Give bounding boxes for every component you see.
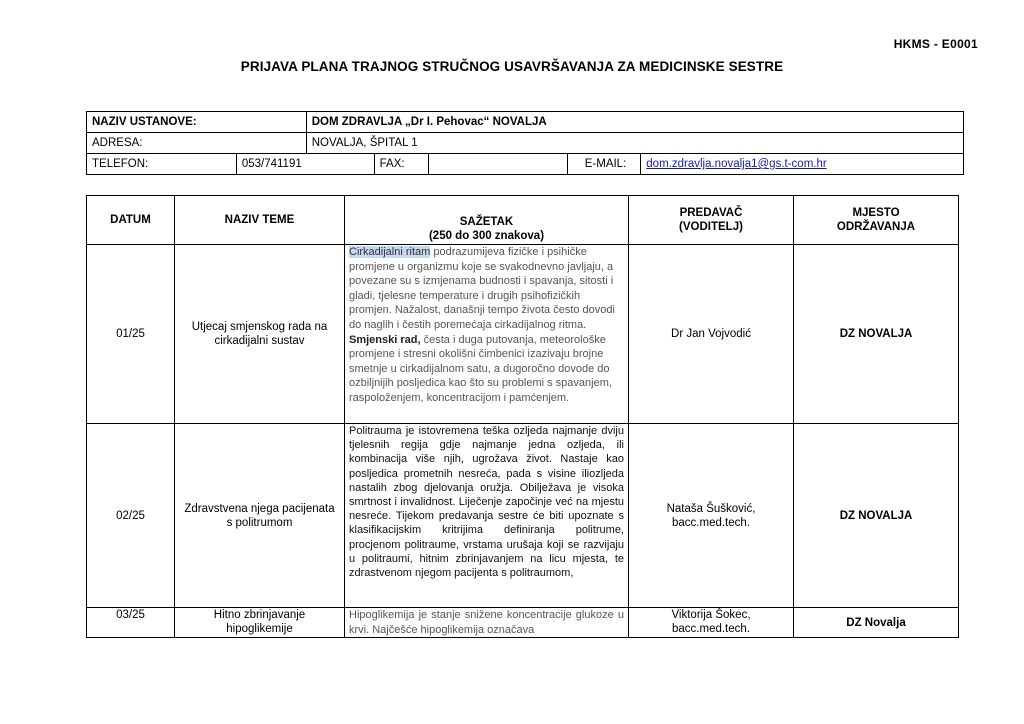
document-title: PRIJAVA PLANA TRAJNOG STRUČNOG USAVRŠAVANJA ZA MEDICINSKE SESTRE — [240, 59, 784, 74]
header-summary — [345, 196, 629, 245]
phone-label: TELEFON: — [87, 154, 237, 175]
fax-label: FAX: — [374, 154, 428, 175]
row-date: 01/25 — [87, 245, 175, 424]
row-location: DZ NOVALJA — [794, 245, 959, 424]
header-date: DATUM — [87, 196, 175, 245]
row-topic: Zdravstvena njega pacijenata s politrumom — [175, 424, 345, 608]
plan-table — [86, 195, 959, 638]
summary-text-b: česta i duga putovanja, meteorološke promjene i stresni okolišni čimbenici izazivaju brojne smetnje u cirkadijalnom satu, a dugoročno dovode do ozbiljnijih posljedica kao što su problemi s spavanjem, raspoloženjem, koncentracijom i pamćenjem. — [349, 333, 612, 404]
institution-name-row — [87, 112, 964, 133]
row-lecturer: Nataša Šušković, bacc.med.tech. — [629, 424, 794, 608]
row-topic: Utjecaj smjenskog rada na cirkadijalni sustav — [175, 245, 345, 424]
email-value[interactable] — [641, 154, 964, 175]
header-summary-sub: (250 do 300 znakova) — [428, 230, 545, 242]
header-lecturer — [629, 196, 794, 245]
fax-value — [428, 154, 568, 175]
summary-highlight: Cirkadijalni ritam — [349, 246, 431, 258]
row-summary[interactable]: Politrauma je istovremena teška ozljeda najmanje dviju tjelesnih regija gdje najmanje jedna ozljeda, ili kombinacija više njih, ugrožava život. Nastaje kao posljedica prometnih nesreća, pada s visine iliozljeda nastalih zbog djelovanja oružja. Obilježava je visoka smrtnost i invalidnost. Liječenje započinje već na mjestu nesreće. Tijekom predavanja sestre će biti upoznate s klasifikacijskim kritrijima definiranja politrume, procjenom politraume, vrstama urušaja koji se razvijaju u politraumi, hitnim zbrinjavanjem na licu mjesta, te zdrastvenom njegom pacijenta s politraumom, — [345, 424, 629, 608]
email-link[interactable]: dom.zdravlja.novalja1@gs.t-com.hr — [646, 158, 827, 170]
contact-row — [87, 154, 964, 175]
header-location-sub: ODRŽAVANJA — [836, 221, 916, 233]
table-row — [87, 424, 959, 608]
address-row — [87, 133, 964, 154]
document-code: HKMS - E0001 — [893, 37, 978, 51]
row-location: DZ NOVALJA — [794, 424, 959, 608]
row-summary[interactable] — [345, 245, 629, 424]
row-topic: Hitno zbrinjavanje hipoglikemije — [175, 608, 345, 638]
header-topic: NAZIV TEME — [175, 196, 345, 245]
institution-name-value: DOM ZDRAVLJA „Dr I. Pehovac“ NOVALJA — [306, 112, 963, 133]
institution-name-label: NAZIV USTANOVE: — [87, 112, 307, 133]
header-location — [794, 196, 959, 245]
row-date: 02/25 — [87, 424, 175, 608]
header-summary-title: SAŽETAK — [459, 216, 514, 228]
row-lecturer: Dr Jan Vojvodić — [629, 245, 794, 424]
row-lecturer: Viktorija Šokec, bacc.med.tech. — [629, 608, 794, 638]
institution-info-table — [86, 111, 964, 175]
row-summary[interactable]: Hipoglikemija je stanje snižene koncentracije glukoze u krvi. Najčešće hipoglikemija označava — [345, 608, 629, 638]
address-value: NOVALJA, ŠPITAL 1 — [306, 133, 963, 154]
header-lecturer-title: PREDAVAČ — [679, 207, 743, 219]
summary-bold: Smjenski rad, — [349, 333, 421, 346]
phone-value: 053/741191 — [236, 154, 374, 175]
plan-header-row — [87, 196, 959, 245]
address-label: ADRESA: — [87, 133, 307, 154]
table-row — [87, 608, 959, 638]
header-lecturer-sub: (VODITELJ) — [679, 221, 743, 233]
row-date: 03/25 — [87, 608, 175, 638]
email-label: E-MAIL: — [568, 154, 641, 175]
summary-text-a: podrazumijeva fizičke i psihičke promjene u organizmu koje se svakodnevno javljaju, a povezane su s izmjenama budnosti i spavanja, sitosti i gladi, tjelesne temperature i drugih psihofizičkih promjen. Nažalost, današnji tempo života često dovodi do naglih i čestih poremećaja cirkadijalnog ritma. — [349, 246, 615, 331]
header-location-title: MJESTO — [852, 207, 900, 219]
row-location: DZ Novalja — [794, 608, 959, 638]
table-row — [87, 245, 959, 424]
